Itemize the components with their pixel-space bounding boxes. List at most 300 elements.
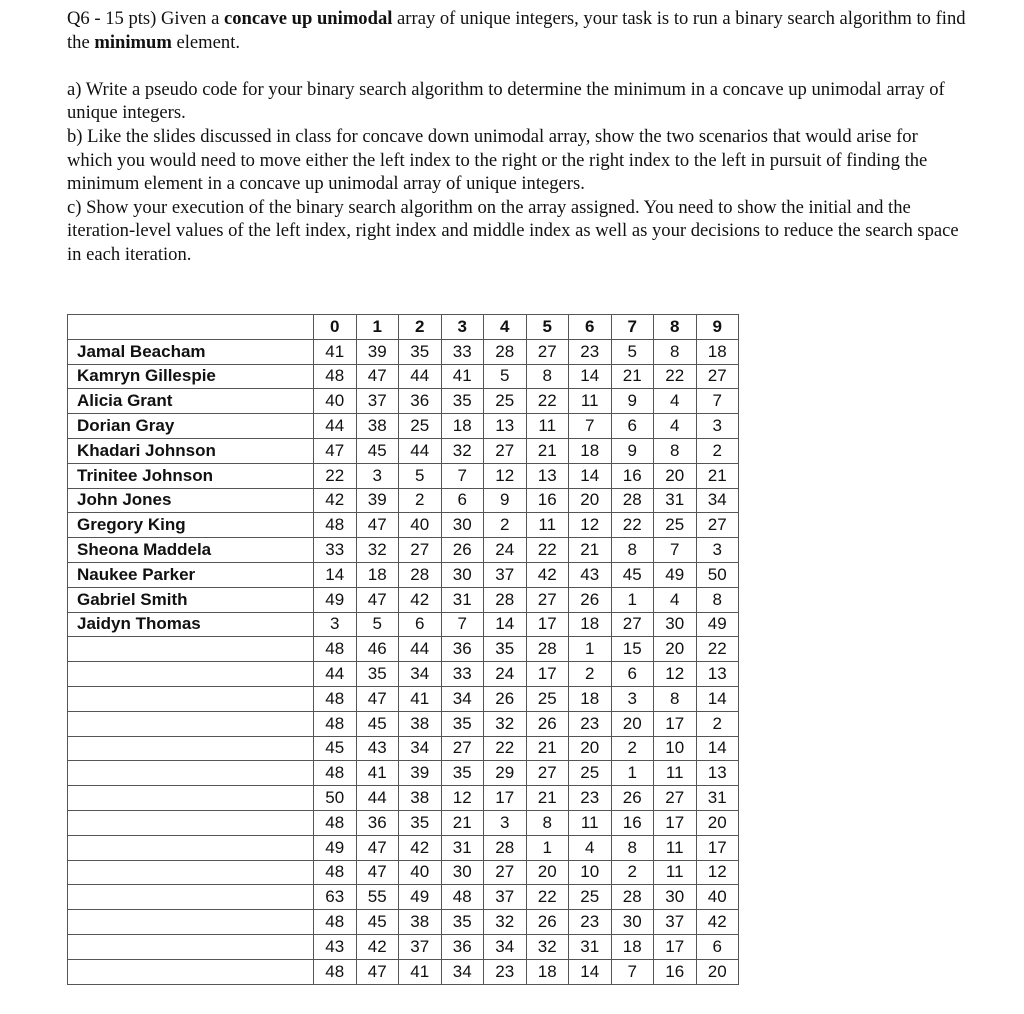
array-value: 27	[399, 538, 442, 563]
student-name	[68, 885, 314, 910]
array-value: 42	[399, 835, 442, 860]
array-value: 36	[399, 389, 442, 414]
array-value: 13	[526, 463, 569, 488]
array-value: 18	[526, 959, 569, 984]
array-value: 48	[314, 810, 357, 835]
array-value: 20	[569, 736, 612, 761]
header-row	[68, 315, 739, 340]
array-value: 32	[484, 910, 527, 935]
question-text	[67, 7, 967, 267]
array-value: 6	[611, 414, 654, 439]
array-value: 11	[526, 414, 569, 439]
array-value: 7	[569, 414, 612, 439]
array-value: 2	[484, 513, 527, 538]
array-value: 17	[654, 810, 697, 835]
array-value: 23	[484, 959, 527, 984]
array-value: 2	[696, 438, 739, 463]
array-value: 22	[654, 364, 697, 389]
student-name: Jamal Beacham	[68, 339, 314, 364]
array-value: 4	[654, 414, 697, 439]
array-value: 44	[399, 438, 442, 463]
array-value: 30	[441, 562, 484, 587]
table-row	[68, 637, 739, 662]
index-header: 4	[484, 315, 527, 340]
array-value: 3	[696, 538, 739, 563]
array-value: 3	[611, 686, 654, 711]
array-value: 41	[399, 959, 442, 984]
student-name	[68, 637, 314, 662]
array-value: 27	[484, 438, 527, 463]
array-value: 38	[399, 711, 442, 736]
array-value: 24	[484, 662, 527, 687]
index-header: 3	[441, 315, 484, 340]
array-value: 42	[526, 562, 569, 587]
array-value: 11	[654, 835, 697, 860]
table-row	[68, 612, 739, 637]
array-value: 34	[441, 686, 484, 711]
array-value: 24	[484, 538, 527, 563]
array-value: 50	[696, 562, 739, 587]
index-header: 0	[314, 315, 357, 340]
array-value: 49	[314, 835, 357, 860]
array-value: 13	[696, 761, 739, 786]
student-name: Gabriel Smith	[68, 587, 314, 612]
array-value: 16	[611, 463, 654, 488]
array-value: 16	[611, 810, 654, 835]
array-value: 6	[441, 488, 484, 513]
table-row	[68, 662, 739, 687]
array-value: 25	[526, 686, 569, 711]
array-value: 55	[356, 885, 399, 910]
table-row	[68, 711, 739, 736]
array-value: 31	[696, 786, 739, 811]
array-value: 27	[526, 339, 569, 364]
array-value: 11	[654, 860, 697, 885]
student-name: Gregory King	[68, 513, 314, 538]
table-row	[68, 513, 739, 538]
array-value: 17	[526, 612, 569, 637]
student-name: Alicia Grant	[68, 389, 314, 414]
array-value: 32	[356, 538, 399, 563]
array-value: 14	[696, 736, 739, 761]
array-value: 49	[399, 885, 442, 910]
array-value: 45	[356, 438, 399, 463]
table-row	[68, 910, 739, 935]
array-value: 31	[441, 835, 484, 860]
array-value: 25	[569, 761, 612, 786]
array-value: 5	[484, 364, 527, 389]
array-value: 20	[696, 810, 739, 835]
array-value: 7	[611, 959, 654, 984]
table-row	[68, 538, 739, 563]
array-value: 26	[526, 711, 569, 736]
array-value: 35	[441, 389, 484, 414]
array-value: 22	[526, 538, 569, 563]
question-intro: Q6 - 15 pts) Given a concave up unimodal array of unique integers, your task is to run a binary search algorithm to find the minimum element.	[67, 8, 966, 53]
array-value: 36	[441, 637, 484, 662]
array-value: 44	[399, 364, 442, 389]
array-value: 17	[654, 934, 697, 959]
array-value: 21	[611, 364, 654, 389]
array-value: 23	[569, 711, 612, 736]
array-value: 8	[611, 835, 654, 860]
table-row	[68, 488, 739, 513]
table-row	[68, 736, 739, 761]
student-name: Jaidyn Thomas	[68, 612, 314, 637]
array-value: 27	[526, 587, 569, 612]
array-value: 27	[441, 736, 484, 761]
array-value: 63	[314, 885, 357, 910]
array-value: 4	[654, 389, 697, 414]
array-value: 33	[314, 538, 357, 563]
array-value: 28	[399, 562, 442, 587]
array-value: 11	[569, 810, 612, 835]
array-value: 33	[441, 339, 484, 364]
table-row	[68, 786, 739, 811]
array-value: 48	[441, 885, 484, 910]
array-value: 7	[441, 463, 484, 488]
student-name	[68, 810, 314, 835]
array-value: 17	[526, 662, 569, 687]
array-value: 8	[654, 686, 697, 711]
array-value: 35	[441, 711, 484, 736]
array-value: 14	[569, 364, 612, 389]
array-value: 22	[696, 637, 739, 662]
array-value: 41	[441, 364, 484, 389]
array-value: 34	[696, 488, 739, 513]
array-value: 36	[441, 934, 484, 959]
array-value: 14	[569, 959, 612, 984]
array-value: 49	[654, 562, 697, 587]
array-value: 37	[654, 910, 697, 935]
array-value: 3	[696, 414, 739, 439]
student-name	[68, 711, 314, 736]
array-value: 35	[399, 339, 442, 364]
table-row	[68, 761, 739, 786]
array-value: 31	[441, 587, 484, 612]
array-value: 20	[569, 488, 612, 513]
array-value: 28	[611, 488, 654, 513]
array-value: 17	[696, 835, 739, 860]
array-value: 28	[484, 835, 527, 860]
array-value: 13	[484, 414, 527, 439]
index-header: 9	[696, 315, 739, 340]
student-name	[68, 761, 314, 786]
array-value: 40	[399, 860, 442, 885]
part-a: a) Write a pseudo code for your binary search algorithm to determine the minimum in a concave up unimodal array of unique integers.	[67, 78, 945, 124]
table-row	[68, 860, 739, 885]
name-header	[68, 315, 314, 340]
array-value: 27	[526, 761, 569, 786]
array-value: 16	[654, 959, 697, 984]
array-value: 22	[314, 463, 357, 488]
array-value: 18	[569, 686, 612, 711]
array-value: 39	[356, 488, 399, 513]
emphasis-minimum: minimum	[94, 31, 172, 53]
array-value: 38	[399, 910, 442, 935]
array-value: 9	[611, 438, 654, 463]
array-value: 48	[314, 959, 357, 984]
array-value: 22	[526, 885, 569, 910]
array-value: 37	[399, 934, 442, 959]
array-value: 47	[356, 959, 399, 984]
student-name	[68, 860, 314, 885]
array-value: 28	[611, 885, 654, 910]
student-name	[68, 786, 314, 811]
array-value: 30	[654, 885, 697, 910]
array-value: 40	[696, 885, 739, 910]
array-value: 18	[696, 339, 739, 364]
array-value: 20	[696, 959, 739, 984]
array-value: 28	[484, 587, 527, 612]
array-value: 5	[611, 339, 654, 364]
array-value: 11	[569, 389, 612, 414]
array-value: 35	[399, 810, 442, 835]
array-value: 12	[569, 513, 612, 538]
array-value: 7	[441, 612, 484, 637]
array-value: 18	[569, 438, 612, 463]
array-value: 3	[314, 612, 357, 637]
array-value: 9	[484, 488, 527, 513]
array-value: 47	[356, 364, 399, 389]
table-row	[68, 562, 739, 587]
array-value: 21	[526, 736, 569, 761]
array-value: 3	[484, 810, 527, 835]
array-value: 17	[484, 786, 527, 811]
array-value: 10	[654, 736, 697, 761]
array-value: 47	[356, 835, 399, 860]
array-value: 4	[569, 835, 612, 860]
array-value: 46	[356, 637, 399, 662]
table-row	[68, 389, 739, 414]
array-value: 34	[399, 736, 442, 761]
array-value: 42	[696, 910, 739, 935]
array-value: 40	[314, 389, 357, 414]
array-value: 6	[696, 934, 739, 959]
array-value: 21	[696, 463, 739, 488]
array-value: 30	[441, 513, 484, 538]
array-value: 47	[314, 438, 357, 463]
array-value: 22	[526, 389, 569, 414]
array-value: 26	[611, 786, 654, 811]
array-value: 42	[314, 488, 357, 513]
array-value: 31	[654, 488, 697, 513]
array-value: 43	[569, 562, 612, 587]
array-value: 45	[356, 910, 399, 935]
student-name: Sheona Maddela	[68, 538, 314, 563]
array-value: 27	[611, 612, 654, 637]
array-value: 2	[696, 711, 739, 736]
student-name	[68, 934, 314, 959]
array-value: 1	[569, 637, 612, 662]
array-value: 2	[611, 736, 654, 761]
array-value: 23	[569, 786, 612, 811]
array-value: 18	[356, 562, 399, 587]
table-row	[68, 364, 739, 389]
array-value: 44	[314, 662, 357, 687]
array-value: 41	[314, 339, 357, 364]
array-value: 3	[356, 463, 399, 488]
array-value: 47	[356, 587, 399, 612]
array-value: 1	[611, 587, 654, 612]
array-value: 2	[399, 488, 442, 513]
array-value: 18	[611, 934, 654, 959]
table-row	[68, 587, 739, 612]
array-value: 35	[441, 761, 484, 786]
array-value: 47	[356, 860, 399, 885]
part-c: c) Show your execution of the binary search algorithm on the array assigned. You need to show the initial and the iteration-level values of the left index, right index and middle index as well as your decisions to reduce the search space in each iteration.	[67, 196, 959, 265]
array-value: 11	[654, 761, 697, 786]
array-value: 34	[484, 934, 527, 959]
array-value: 15	[611, 637, 654, 662]
array-value: 6	[399, 612, 442, 637]
student-name: Trinitee Johnson	[68, 463, 314, 488]
array-value: 26	[484, 686, 527, 711]
student-name	[68, 686, 314, 711]
student-name: Kamryn Gillespie	[68, 364, 314, 389]
array-value: 8	[526, 810, 569, 835]
index-header: 2	[399, 315, 442, 340]
array-value: 1	[611, 761, 654, 786]
student-name: John Jones	[68, 488, 314, 513]
array-value: 8	[611, 538, 654, 563]
array-value: 22	[611, 513, 654, 538]
array-value: 12	[441, 786, 484, 811]
array-value: 26	[441, 538, 484, 563]
table-row	[68, 339, 739, 364]
array-value: 35	[441, 910, 484, 935]
array-value: 41	[399, 686, 442, 711]
array-value: 39	[356, 339, 399, 364]
array-value: 49	[314, 587, 357, 612]
array-value: 48	[314, 637, 357, 662]
array-value: 16	[526, 488, 569, 513]
index-header: 7	[611, 315, 654, 340]
array-value: 2	[611, 860, 654, 885]
array-value: 32	[526, 934, 569, 959]
array-value: 8	[696, 587, 739, 612]
array-value: 18	[569, 612, 612, 637]
array-value: 27	[696, 364, 739, 389]
array-value: 2	[569, 662, 612, 687]
array-value: 8	[526, 364, 569, 389]
array-value: 27	[696, 513, 739, 538]
array-value: 29	[484, 761, 527, 786]
array-value: 27	[654, 786, 697, 811]
array-value: 30	[654, 612, 697, 637]
array-value: 8	[654, 339, 697, 364]
array-value: 41	[356, 761, 399, 786]
array-value: 7	[654, 538, 697, 563]
student-name	[68, 662, 314, 687]
index-header: 8	[654, 315, 697, 340]
array-value: 12	[654, 662, 697, 687]
student-name: Dorian Gray	[68, 414, 314, 439]
array-value: 11	[526, 513, 569, 538]
array-value: 18	[441, 414, 484, 439]
table-row	[68, 959, 739, 984]
table-row	[68, 686, 739, 711]
array-value: 25	[654, 513, 697, 538]
array-value: 28	[484, 339, 527, 364]
array-value: 7	[696, 389, 739, 414]
array-value: 48	[314, 761, 357, 786]
array-value: 21	[526, 438, 569, 463]
array-value: 39	[399, 761, 442, 786]
array-value: 6	[611, 662, 654, 687]
index-header: 5	[526, 315, 569, 340]
array-value: 10	[569, 860, 612, 885]
table-row	[68, 934, 739, 959]
table-row	[68, 810, 739, 835]
array-value: 33	[441, 662, 484, 687]
array-value: 48	[314, 711, 357, 736]
array-value: 27	[484, 860, 527, 885]
student-name	[68, 835, 314, 860]
table-row	[68, 414, 739, 439]
array-value: 4	[654, 587, 697, 612]
array-value: 28	[526, 637, 569, 662]
array-value: 35	[356, 662, 399, 687]
array-value: 47	[356, 513, 399, 538]
table-row	[68, 438, 739, 463]
array-value: 17	[654, 711, 697, 736]
array-value: 30	[441, 860, 484, 885]
array-value: 50	[314, 786, 357, 811]
array-value: 43	[356, 736, 399, 761]
array-value: 38	[399, 786, 442, 811]
array-value: 26	[526, 910, 569, 935]
array-value: 35	[484, 637, 527, 662]
student-name	[68, 910, 314, 935]
array-value: 9	[611, 389, 654, 414]
array-value: 48	[314, 513, 357, 538]
array-value: 21	[526, 786, 569, 811]
table-row	[68, 885, 739, 910]
array-value: 49	[696, 612, 739, 637]
student-name: Naukee Parker	[68, 562, 314, 587]
emphasis-concave-up: concave up unimodal	[224, 8, 393, 29]
array-value: 48	[314, 686, 357, 711]
array-value: 14	[696, 686, 739, 711]
array-value: 23	[569, 910, 612, 935]
array-value: 45	[314, 736, 357, 761]
array-value: 32	[441, 438, 484, 463]
array-value: 25	[484, 389, 527, 414]
array-value: 37	[484, 885, 527, 910]
array-value: 5	[356, 612, 399, 637]
array-value: 34	[441, 959, 484, 984]
array-value: 20	[526, 860, 569, 885]
array-value: 36	[356, 810, 399, 835]
array-value: 25	[399, 414, 442, 439]
array-value: 32	[484, 711, 527, 736]
array-value: 20	[654, 463, 697, 488]
array-value: 14	[484, 612, 527, 637]
array-value: 37	[484, 562, 527, 587]
array-assignment-table	[67, 314, 739, 985]
array-value: 48	[314, 860, 357, 885]
array-value: 44	[314, 414, 357, 439]
array-value: 14	[314, 562, 357, 587]
array-value: 8	[654, 438, 697, 463]
student-name	[68, 736, 314, 761]
array-value: 42	[399, 587, 442, 612]
array-value: 12	[696, 860, 739, 885]
array-value: 30	[611, 910, 654, 935]
array-value: 48	[314, 364, 357, 389]
array-value: 1	[526, 835, 569, 860]
